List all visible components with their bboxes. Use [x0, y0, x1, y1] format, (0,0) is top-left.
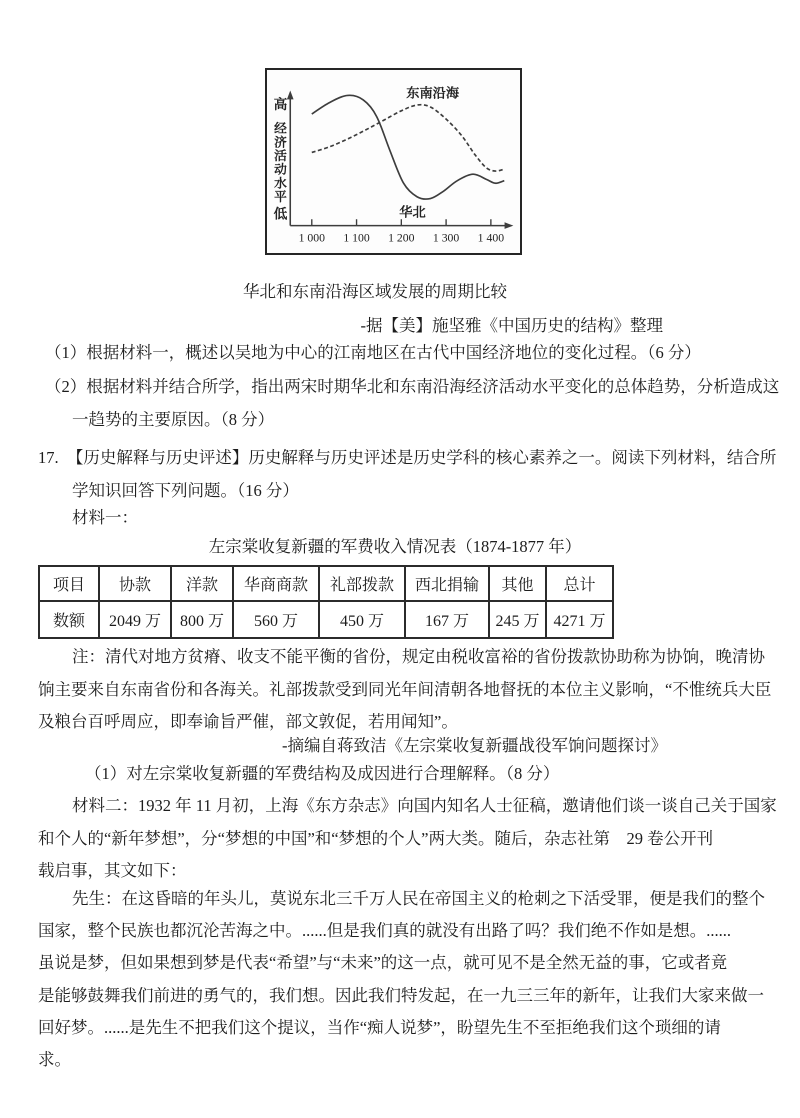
table-source-attribution: -摘编自蒋致洁《左宗棠收复新疆战役军饷问题探讨》: [282, 736, 667, 755]
table-header-row: [39, 566, 613, 601]
svg-text:1 100: 1 100: [343, 231, 370, 245]
military-funding-table: [38, 565, 614, 639]
table-data-cell: 450 万: [319, 601, 405, 638]
table-data-cell: 4271 万: [546, 601, 613, 638]
chart-canvas: [267, 70, 520, 253]
svg-text:水: 水: [274, 176, 287, 191]
table-data-cell: 560 万: [233, 601, 319, 638]
material-one-label: 材料一：: [72, 508, 138, 527]
letter-line-6: 求。: [38, 1050, 71, 1069]
letter-line-1: 先生：在这昏暗的年头儿，莫说东北三千万人民在帝国主义的枪刺之下活受罪，便是我们的整个: [72, 889, 765, 908]
table-header-cell: 洋款: [171, 566, 233, 601]
table-header-cell: 其他: [489, 566, 546, 601]
svg-text:1 400: 1 400: [477, 231, 505, 245]
question-16-1: （1）根据材料一，概述以吴地为中心的江南地区在古代中国经济地位的变化过程。（6 分）: [45, 343, 701, 362]
letter-line-3: 虽说是梦，但如果想到梦是代表“希望”与“未来”的这一点，就可见不是全然无益的事，它或者竟: [38, 953, 728, 972]
question-16-2-line-1: （2）根据材料并结合所学，指出两宋时期华北和东南沿海经济活动水平变化的总体趋势，分析造成这: [45, 377, 780, 396]
svg-text:济: 济: [274, 135, 287, 150]
figure-source-attribution: -据【美】施坚雅《中国历史的结构》整理: [360, 316, 663, 335]
svg-text:1 200: 1 200: [388, 231, 415, 245]
figure-caption: 华北和东南沿海区域发展的周期比较: [243, 282, 507, 301]
table-note-line-1: 注：清代对地方贫瘠、收支不能平衡的省份，规定由税收富裕的省份拨款协助称为协饷，晚清协: [72, 647, 765, 666]
svg-text:东南沿海: 东南沿海: [406, 85, 460, 101]
table-data-cell: 167 万: [405, 601, 489, 638]
table-header-cell: 总计: [546, 566, 613, 601]
svg-text:活: 活: [274, 149, 287, 164]
table-header-cell: 项目: [39, 566, 99, 601]
table-header-cell: 礼部拨款: [319, 566, 405, 601]
material-two-line-1: 材料二：1932 年 11 月初，上海《东方杂志》向国内知名人士征稿，邀请他们谈一谈自己关于国家: [72, 796, 777, 815]
table-title: 左宗棠收复新疆的军费收入情况表（1874-1877 年）: [208, 537, 582, 556]
letter-line-5: 回好梦。......是先生不把我们这个提议，当作“痴人说梦”，盼望先生不至拒绝我们这个琐细的请: [38, 1018, 721, 1037]
economic-activity-chart: [265, 68, 522, 255]
svg-text:1 300: 1 300: [432, 231, 460, 245]
question-16-2-line-2: 一趋势的主要原因。（8 分）: [72, 410, 275, 429]
svg-text:高: 高: [273, 97, 288, 113]
table-data-row: [39, 601, 613, 638]
svg-text:平: 平: [274, 190, 287, 205]
material-two-line-2: 和个人的“新年梦想”，分“梦想的中国”和“梦想的个人”两大类。随后，杂志社第 29 卷公开刊: [38, 829, 714, 848]
table-header-cell: 协款: [99, 566, 171, 601]
svg-text:低: 低: [273, 206, 288, 222]
svg-text:华北: 华北: [399, 204, 426, 220]
material-two-line-3: 载启事，其文如下：: [38, 861, 187, 880]
question-17-stem-line-1: 17. 【历史解释与历史评述】历史解释与历史评述是历史学科的核心素养之一。阅读下列材料，结合所: [38, 448, 777, 467]
svg-text:1 000: 1 000: [298, 231, 325, 245]
table-note-line-3: 及粮台百呼周应，即奉谕旨严催，部文敦促，若用闻知”。: [38, 712, 458, 731]
svg-text:经: 经: [274, 121, 287, 136]
question-17-1: （1）对左宗棠收复新疆的军费结构及成因进行合理解释。（8 分）: [85, 764, 560, 783]
table-header-cell: 西北捐输: [405, 566, 489, 601]
letter-line-4: 是能够鼓舞我们前进的勇气的，我们想。因此我们特发起，在一九三三年的新年，让我们大家来做一: [38, 986, 764, 1005]
question-17-stem-line-2: 学知识回答下列问题。（16 分）: [72, 481, 299, 500]
table-data-cell: 2049 万: [99, 601, 171, 638]
table-header-cell: 华商商款: [233, 566, 319, 601]
letter-line-2: 国家，整个民族也都沉沦苦海之中。......但是我们真的就没有出路了吗？我们绝不作如是想。......: [38, 921, 731, 940]
table-data-cell: 数额: [39, 601, 99, 638]
svg-text:动: 动: [274, 162, 287, 177]
table-data-cell: 245 万: [489, 601, 546, 638]
table-data-cell: 800 万: [171, 601, 233, 638]
table-note-line-2: 饷主要来自东南省份和各海关。礼部拨款受到同光年间清朝各地督抚的本位主义影响，“不惟统兵大臣: [38, 680, 772, 699]
